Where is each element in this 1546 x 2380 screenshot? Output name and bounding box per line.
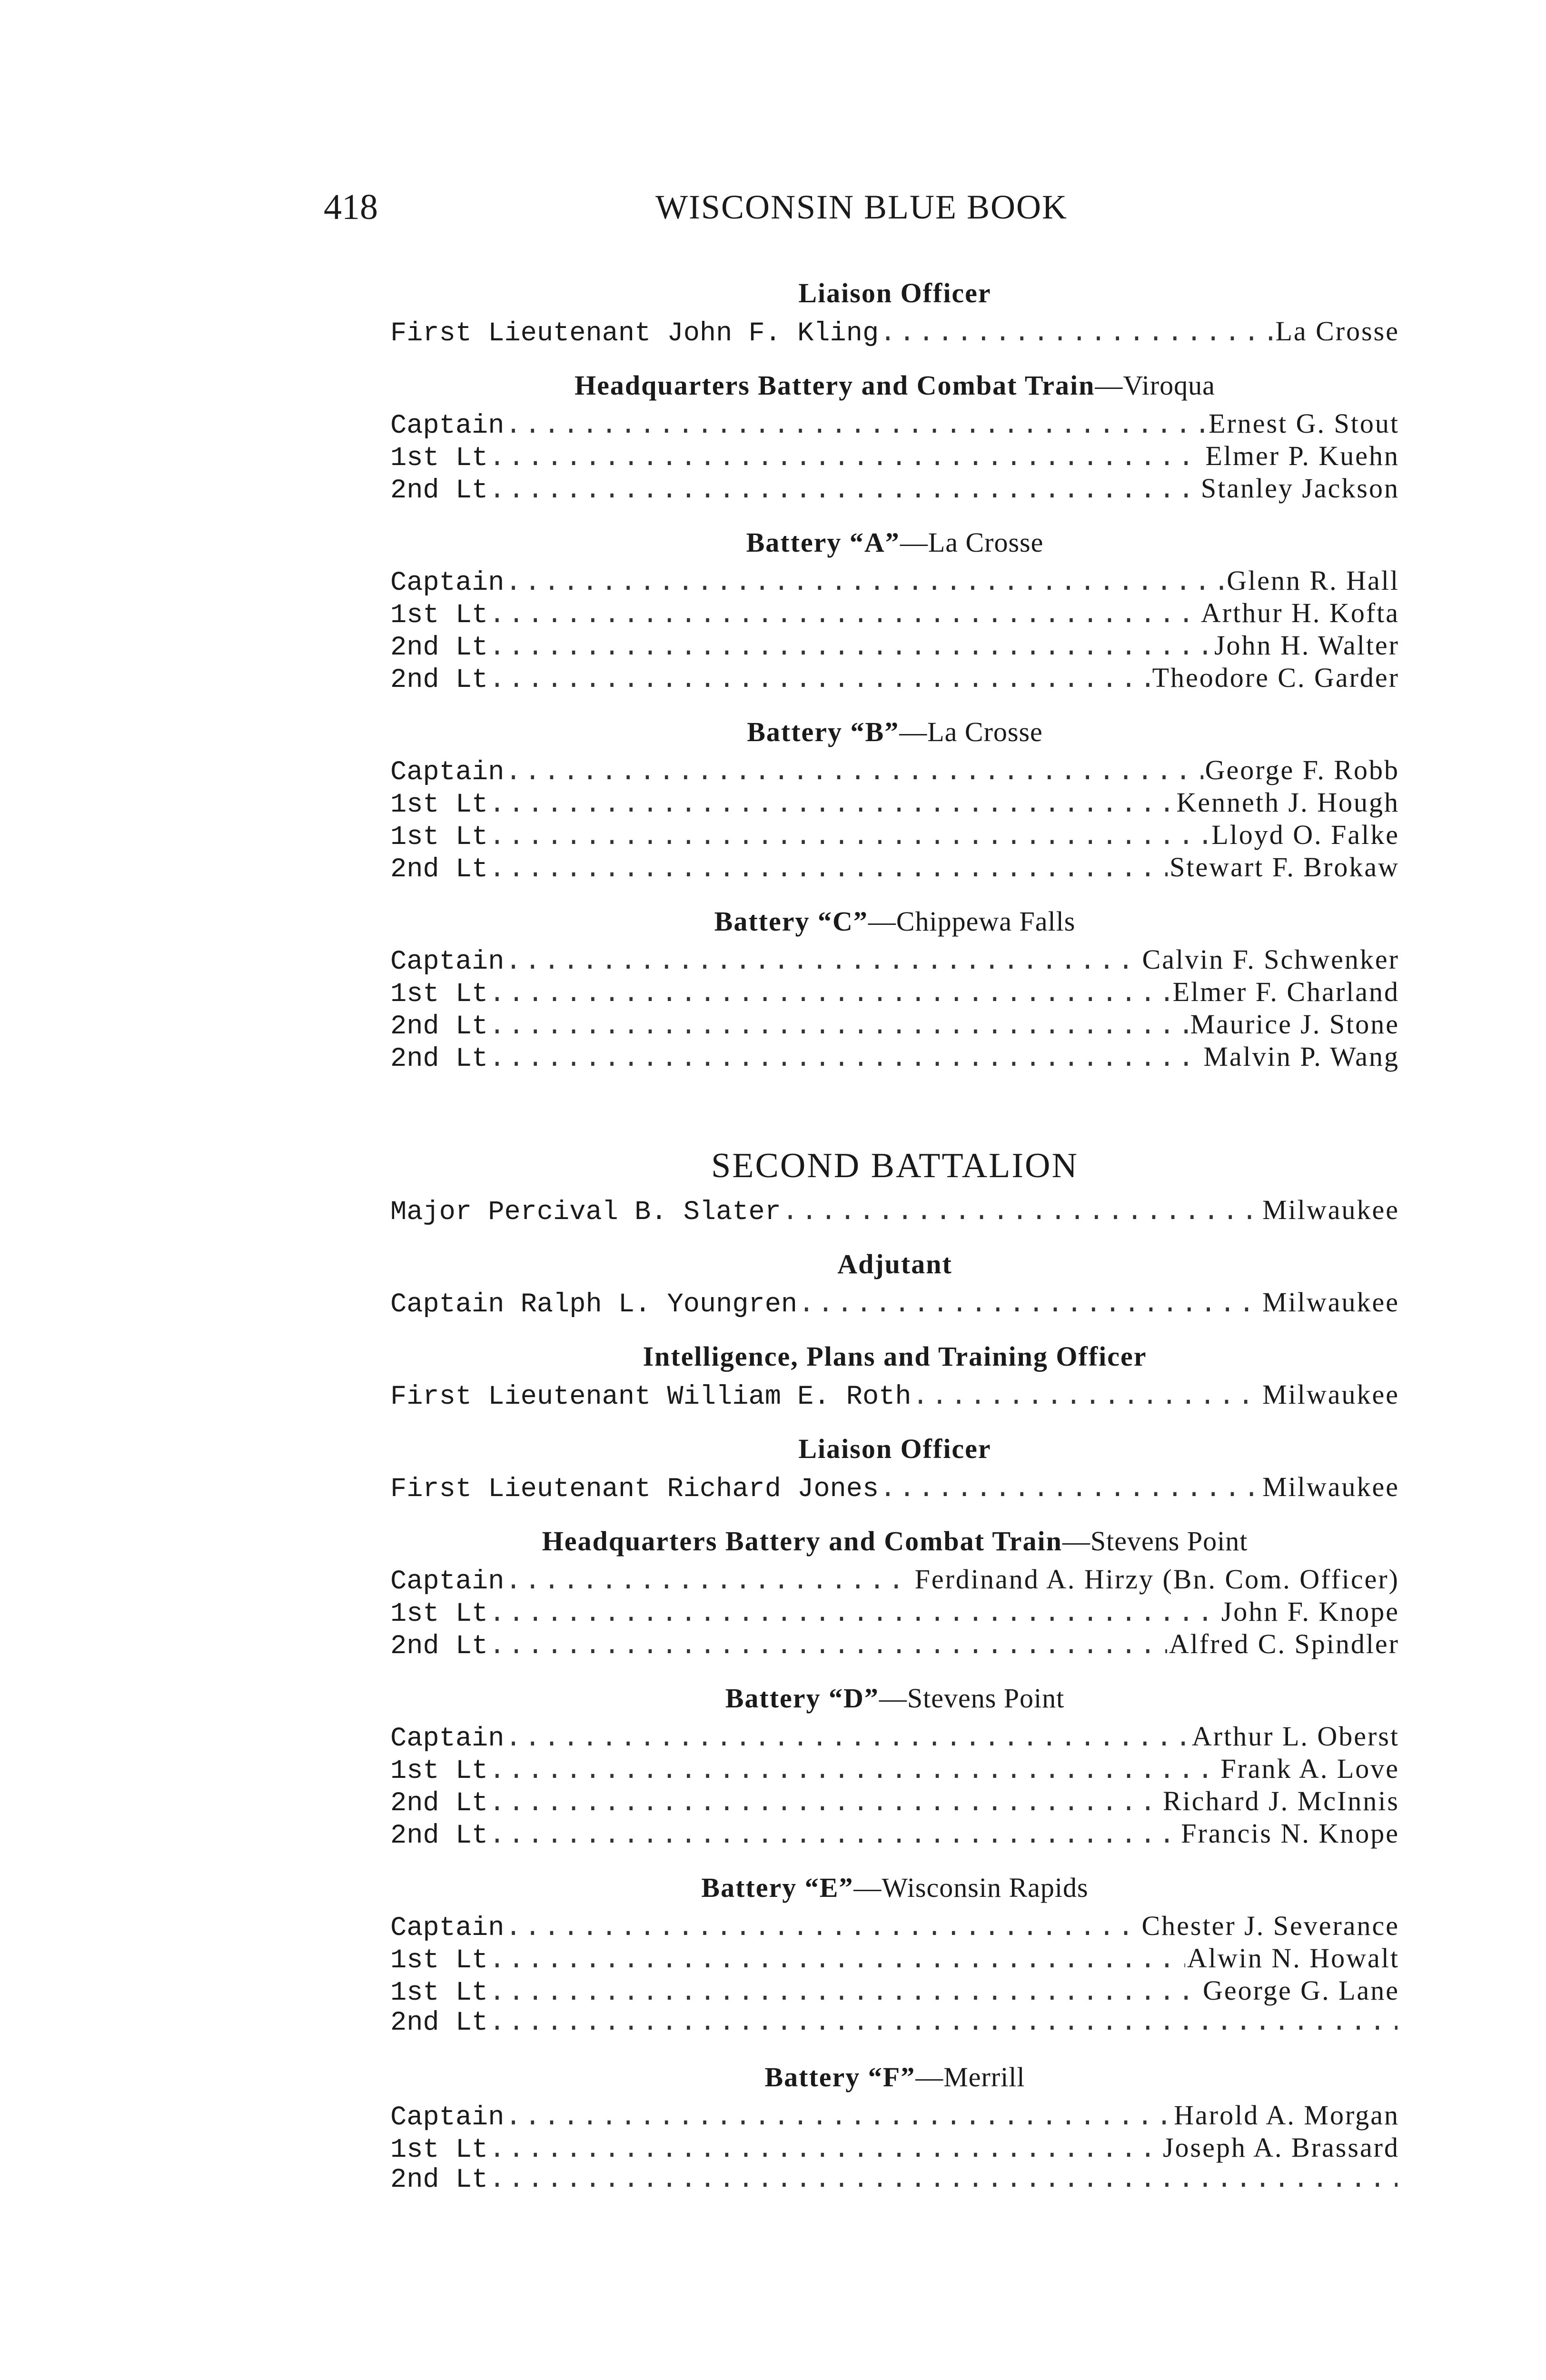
officer-name: Arthur L. Oberst xyxy=(1191,1721,1399,1752)
rank-label: Captain xyxy=(390,757,505,786)
roster-row xyxy=(390,407,1399,440)
roster-row xyxy=(390,754,1399,786)
roster-row xyxy=(390,629,1399,662)
rank-label: 1st Lt xyxy=(390,1978,488,2007)
roster-row xyxy=(390,1471,1399,1503)
dot-leader xyxy=(489,1630,1167,1660)
dot-leader xyxy=(489,1755,1219,1785)
roster-row xyxy=(390,1628,1399,1660)
roster-row xyxy=(390,2164,1399,2196)
rank-label: Captain xyxy=(390,947,505,976)
roster-row xyxy=(390,472,1399,505)
officer-name: Alwin N. Howalt xyxy=(1187,1943,1399,1973)
section-heading: Battery “D”—Stevens Point xyxy=(725,1683,1065,1714)
rank-label: Captain xyxy=(390,1724,505,1753)
dot-leader xyxy=(505,1566,912,1596)
roster-row xyxy=(390,786,1399,819)
running-title: WISCONSIN BLUE BOOK xyxy=(655,188,1068,226)
roster-row xyxy=(390,943,1399,976)
dot-leader xyxy=(489,442,1203,472)
officer-location: Milwaukee xyxy=(1262,1194,1399,1225)
dot-leader xyxy=(880,1473,1260,1503)
roster-row xyxy=(390,1942,1399,1974)
rank-label: 2nd Lt xyxy=(390,1788,488,1817)
rank-label: 2nd Lt xyxy=(390,1044,488,1073)
section-heading: Liaison Officer xyxy=(798,1433,991,1464)
dot-leader xyxy=(505,567,1225,597)
officer-location: Milwaukee xyxy=(1262,1379,1399,1410)
roster-row xyxy=(390,819,1399,851)
roster-row xyxy=(390,440,1399,472)
officer-name: John H. Walter xyxy=(1214,630,1399,661)
rank-label: 1st Lt xyxy=(390,822,488,851)
officer-name: Richard J. McInnis xyxy=(1163,1785,1399,1816)
roster-content xyxy=(390,277,1399,2196)
dot-leader xyxy=(489,2134,1161,2164)
officer-name: Arthur H. Kofta xyxy=(1200,597,1399,628)
dot-leader xyxy=(489,1820,1179,1850)
roster-row xyxy=(390,1817,1399,1850)
officer-name: Frank A. Love xyxy=(1220,1753,1399,1784)
rank-label: 1st Lt xyxy=(390,2135,488,2164)
dot-leader xyxy=(489,821,1209,851)
rank-label: 1st Lt xyxy=(390,600,488,629)
rank-label: 2nd Lt xyxy=(390,1821,488,1850)
dot-leader xyxy=(489,1043,1201,1073)
section-heading: Intelligence, Plans and Training Officer xyxy=(643,1341,1147,1372)
battery-d-section xyxy=(390,1682,1399,1850)
roster-row xyxy=(390,1041,1399,1073)
rank-label: Captain xyxy=(390,2102,505,2132)
section-heading: Battery “E”—Wisconsin Rapids xyxy=(701,1872,1089,1903)
roster-row xyxy=(390,1378,1399,1411)
rank-label: 2nd Lt xyxy=(390,633,488,662)
roster-row xyxy=(390,1753,1399,1785)
officer-name: Harold A. Morgan xyxy=(1174,2100,1399,2131)
roster-row xyxy=(390,662,1399,694)
hq-battery-stevens-point-section xyxy=(390,1525,1399,1660)
rank-label: Captain xyxy=(390,568,505,597)
dot-leader xyxy=(489,853,1168,883)
officer-name: John F. Knope xyxy=(1221,1596,1399,1627)
dot-leader xyxy=(505,756,1203,786)
dot-leader xyxy=(505,1723,1189,1753)
officer-name: Captain Ralph L. Youngren xyxy=(390,1289,798,1319)
officer-name: Stanley Jackson xyxy=(1200,473,1399,504)
dot-leader xyxy=(798,1289,1260,1319)
officer-name: First Lieutenant John F. Kling xyxy=(390,318,879,347)
rank-label: 1st Lt xyxy=(390,1756,488,1785)
officer-name: George F. Robb xyxy=(1205,754,1399,785)
officer-name: Major Percival B. Slater xyxy=(390,1197,781,1226)
officer-name: Chester J. Severance xyxy=(1141,1910,1399,1941)
officer-location: Milwaukee xyxy=(1262,1471,1399,1502)
officer-name: Glenn R. Hall xyxy=(1227,565,1399,596)
roster-row xyxy=(390,1008,1399,1041)
roster-row xyxy=(390,1286,1399,1319)
officer-name: Alfred C. Spindler xyxy=(1169,1628,1399,1659)
dot-leader xyxy=(489,475,1199,505)
dot-leader xyxy=(489,599,1199,629)
section-heading: Headquarters Battery and Combat Train—Stevens Point xyxy=(542,1526,1248,1557)
section-heading: Battery “F”—Merrill xyxy=(764,2062,1025,2092)
officer-location: Milwaukee xyxy=(1262,1287,1399,1318)
dot-leader xyxy=(489,664,1150,694)
roster-row xyxy=(390,315,1399,347)
rank-label: 2nd Lt xyxy=(390,1631,488,1660)
officer-name: Francis N. Knope xyxy=(1181,1818,1399,1849)
dot-leader xyxy=(782,1196,1260,1226)
officer-name: Maurice J. Stone xyxy=(1190,1009,1399,1040)
officer-name: Ernest G. Stout xyxy=(1208,408,1399,439)
second-battalion-section xyxy=(390,1144,1399,1503)
rank-label: 1st Lt xyxy=(390,979,488,1008)
running-head xyxy=(324,186,1399,228)
battery-a-section xyxy=(390,526,1399,694)
roster-row xyxy=(390,1596,1399,1628)
roster-row xyxy=(390,1194,1399,1226)
roster-row xyxy=(390,1910,1399,1942)
roster-row xyxy=(390,1563,1399,1596)
rank-label: Captain xyxy=(390,1913,505,1942)
rank-label: 2nd Lt xyxy=(390,2165,488,2195)
section-heading: Battery “B”—La Crosse xyxy=(747,716,1043,747)
officer-name: Joseph A. Brassard xyxy=(1162,2132,1399,2163)
section-heading: Headquarters Battery and Combat Train—Viroqua xyxy=(575,370,1215,401)
battery-b-section xyxy=(390,716,1399,883)
dot-leader xyxy=(489,789,1174,819)
officer-name: First Lieutenant William E. Roth xyxy=(390,1382,912,1411)
page-number: 418 xyxy=(324,187,378,227)
officer-name: Kenneth J. Hough xyxy=(1176,787,1399,818)
dot-leader xyxy=(880,317,1273,347)
dot-leader xyxy=(489,1011,1188,1041)
rank-label: Captain xyxy=(390,1567,505,1596)
dot-leader xyxy=(505,946,1140,976)
officer-name: Theodore C. Garder xyxy=(1152,662,1399,693)
rank-label: 1st Lt xyxy=(390,1945,488,1974)
officer-name: Lloyd O. Falke xyxy=(1211,819,1399,850)
hq-battery-viroqua-section xyxy=(390,369,1399,505)
officer-name: Elmer F. Charland xyxy=(1172,976,1399,1007)
dot-leader xyxy=(489,978,1170,1008)
roster-row xyxy=(390,2132,1399,2164)
rank-label: 2nd Lt xyxy=(390,1012,488,1041)
rank-label: 1st Lt xyxy=(390,1599,488,1628)
roster-row xyxy=(390,1720,1399,1753)
rank-label: 1st Lt xyxy=(390,790,488,819)
rank-label: 2nd Lt xyxy=(390,665,488,694)
battery-e-section xyxy=(390,1872,1399,2039)
officer-name: Stewart F. Brokaw xyxy=(1169,852,1399,883)
officer-name: First Lieutenant Richard Jones xyxy=(390,1474,879,1503)
section-heading: Battery “C”—Chippewa Falls xyxy=(714,906,1076,937)
rank-label: 2nd Lt xyxy=(390,476,488,505)
battalion-title: SECOND BATTALION xyxy=(711,1146,1079,1185)
dot-leader xyxy=(489,1787,1161,1817)
dot-leader xyxy=(489,2007,1397,2039)
rank-label: 1st Lt xyxy=(390,443,488,472)
dot-leader xyxy=(489,1944,1185,1974)
officer-name: Ferdinand A. Hirzy (Bn. Com. Officer) xyxy=(914,1564,1399,1595)
dot-leader xyxy=(489,1977,1201,2007)
section-heading: Liaison Officer xyxy=(798,278,991,308)
dot-leader xyxy=(489,1598,1219,1628)
roster-row xyxy=(390,565,1399,597)
dot-leader xyxy=(489,2164,1397,2196)
battery-f-section xyxy=(390,2061,1399,2196)
officer-name: George G. Lane xyxy=(1203,1975,1399,2006)
officer-name: Malvin P. Wang xyxy=(1203,1041,1399,1072)
dot-leader xyxy=(505,2102,1172,2132)
dot-leader xyxy=(912,1381,1261,1411)
roster-row xyxy=(390,851,1399,883)
roster-row xyxy=(390,1785,1399,1817)
section-heading: Battery “A”—La Crosse xyxy=(746,527,1044,558)
rank-label: 2nd Lt xyxy=(390,854,488,883)
roster-row xyxy=(390,2007,1399,2039)
dot-leader xyxy=(505,1912,1140,1942)
roster-row xyxy=(390,1974,1399,2007)
rank-label: 2nd Lt xyxy=(390,2008,488,2038)
dot-leader xyxy=(505,410,1207,440)
roster-row xyxy=(390,2099,1399,2132)
section-heading: Adjutant xyxy=(837,1249,952,1279)
rank-label: Captain xyxy=(390,411,505,440)
battery-c-section xyxy=(390,905,1399,1073)
officer-name: Elmer P. Kuehn xyxy=(1205,440,1399,471)
liaison-officer-section xyxy=(390,277,1399,347)
roster-row xyxy=(390,597,1399,629)
roster-row xyxy=(390,976,1399,1008)
dot-leader xyxy=(489,632,1212,662)
officer-name: Calvin F. Schwenker xyxy=(1142,944,1399,975)
officer-location: La Crosse xyxy=(1275,316,1399,347)
